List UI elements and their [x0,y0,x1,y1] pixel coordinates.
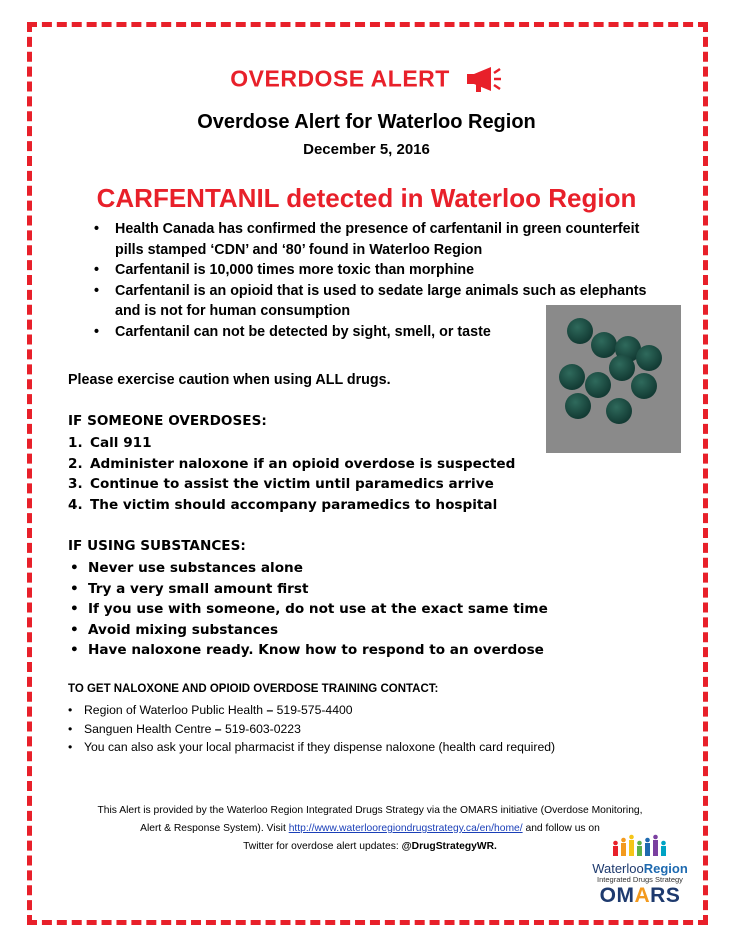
substance-item: • Avoid mixing substances [68,620,548,641]
substance-item: • Have naloxone ready. Know how to respond to an overdose [68,640,548,661]
footer-text [70,802,670,856]
person-head [629,835,634,840]
caution-text: Please exercise caution when using ALL drugs. [68,372,391,388]
fact-item: • Carfentanil is 10,000 times more toxic than morphine [88,260,668,281]
megaphone-icon [465,65,503,93]
person-bar [637,846,642,856]
person-head [637,841,642,846]
website-link[interactable]: http://www.waterlooregiondrugstrategy.ca/en/home/ [288,823,523,834]
step-item: 3. Continue to assist the victim until paramedics arrive [68,476,494,492]
person-head [653,835,658,840]
person-head [613,841,618,846]
contact-item: • Sanguen Health Centre – 519-603-0223 [68,720,555,739]
person-bar [613,846,618,856]
twitter-handle: @DrugStrategyWR. [401,841,497,852]
person-head [661,841,666,846]
fact-item: • Health Canada has confirmed the presence of carfentanil in green counterfeit pills stamped ‘CDN’ and ‘80’ found in Waterloo Region [88,219,668,260]
footer-line: This Alert is provided by the Waterloo Region Integrated Drugs Strategy via the OMARS initiative (Overdose Monitoring, [97,805,643,816]
substances-list [68,558,548,661]
footer-line: Alert & Response System). Visit http://www.waterlooregiondrugstrategy.ca/en/home/ and follow us on [140,823,600,834]
omars-letter: S [665,884,681,907]
step-item: 4. The victim should accompany paramedics to hospital [68,496,498,513]
contact-list [68,701,555,757]
headline: CARFENTANIL detected in Waterloo Region [96,183,637,213]
omars-logo [586,832,694,908]
person-bar [621,843,626,856]
overdose-heading: IF SOMEONE OVERDOSES: [68,413,267,429]
substance-item: • Never use substances alone [68,558,548,579]
alert-title-text: OVERDOSE ALERT [230,65,450,92]
person-bar [645,843,650,856]
overdose-steps [68,433,515,515]
person-bar [629,840,634,856]
person-bar [661,846,666,856]
substances-heading: IF USING SUBSTANCES: [68,538,246,554]
waterloo-region-logo-text: WaterlooRegion [592,861,688,876]
fact-item: • Carfentanil is an opioid that is used to sedate large animals such as elephants and is not for human consumption [88,281,668,322]
contact-item: • You can also ask your local pharmacist if they dispense naloxone (health card required) [68,738,555,757]
step-item: 2. Administer naloxone if an opioid overdose is suspected [68,455,516,472]
person-head [645,838,650,843]
substance-item: • Try a very small amount first [68,579,548,600]
people-bars-icon [609,832,671,856]
alert-date: December 5, 2016 [303,141,430,158]
pills-photo [546,305,681,453]
contact-heading: TO GET NALOXONE AND OPIOID OVERDOSE TRAINING CONTACT: [68,683,439,695]
footer-line: Twitter for overdose alert updates: @DrugStrategyWR. [243,841,497,852]
omars-letter: R [650,884,666,907]
page-subtitle: Overdose Alert for Waterloo Region [197,111,536,133]
omars-letter: A [634,884,651,907]
logo-tagline: Integrated Drugs Strategy [597,875,683,884]
omars-letter: M [616,884,635,907]
fact-item: • Carfentanil can not be detected by sight, smell, or taste [88,322,668,343]
person-head [621,838,626,843]
omars-letter: O [599,884,617,907]
contact-item: • Region of Waterloo Public Health – 519-575-4400 [68,701,555,720]
alert-title [0,64,733,93]
substance-item: • If you use with someone, do not use at the exact same time [68,599,548,620]
step-item: 1. Call 911 [68,435,152,451]
person-bar [653,840,658,856]
omars-wordmark [586,884,694,908]
